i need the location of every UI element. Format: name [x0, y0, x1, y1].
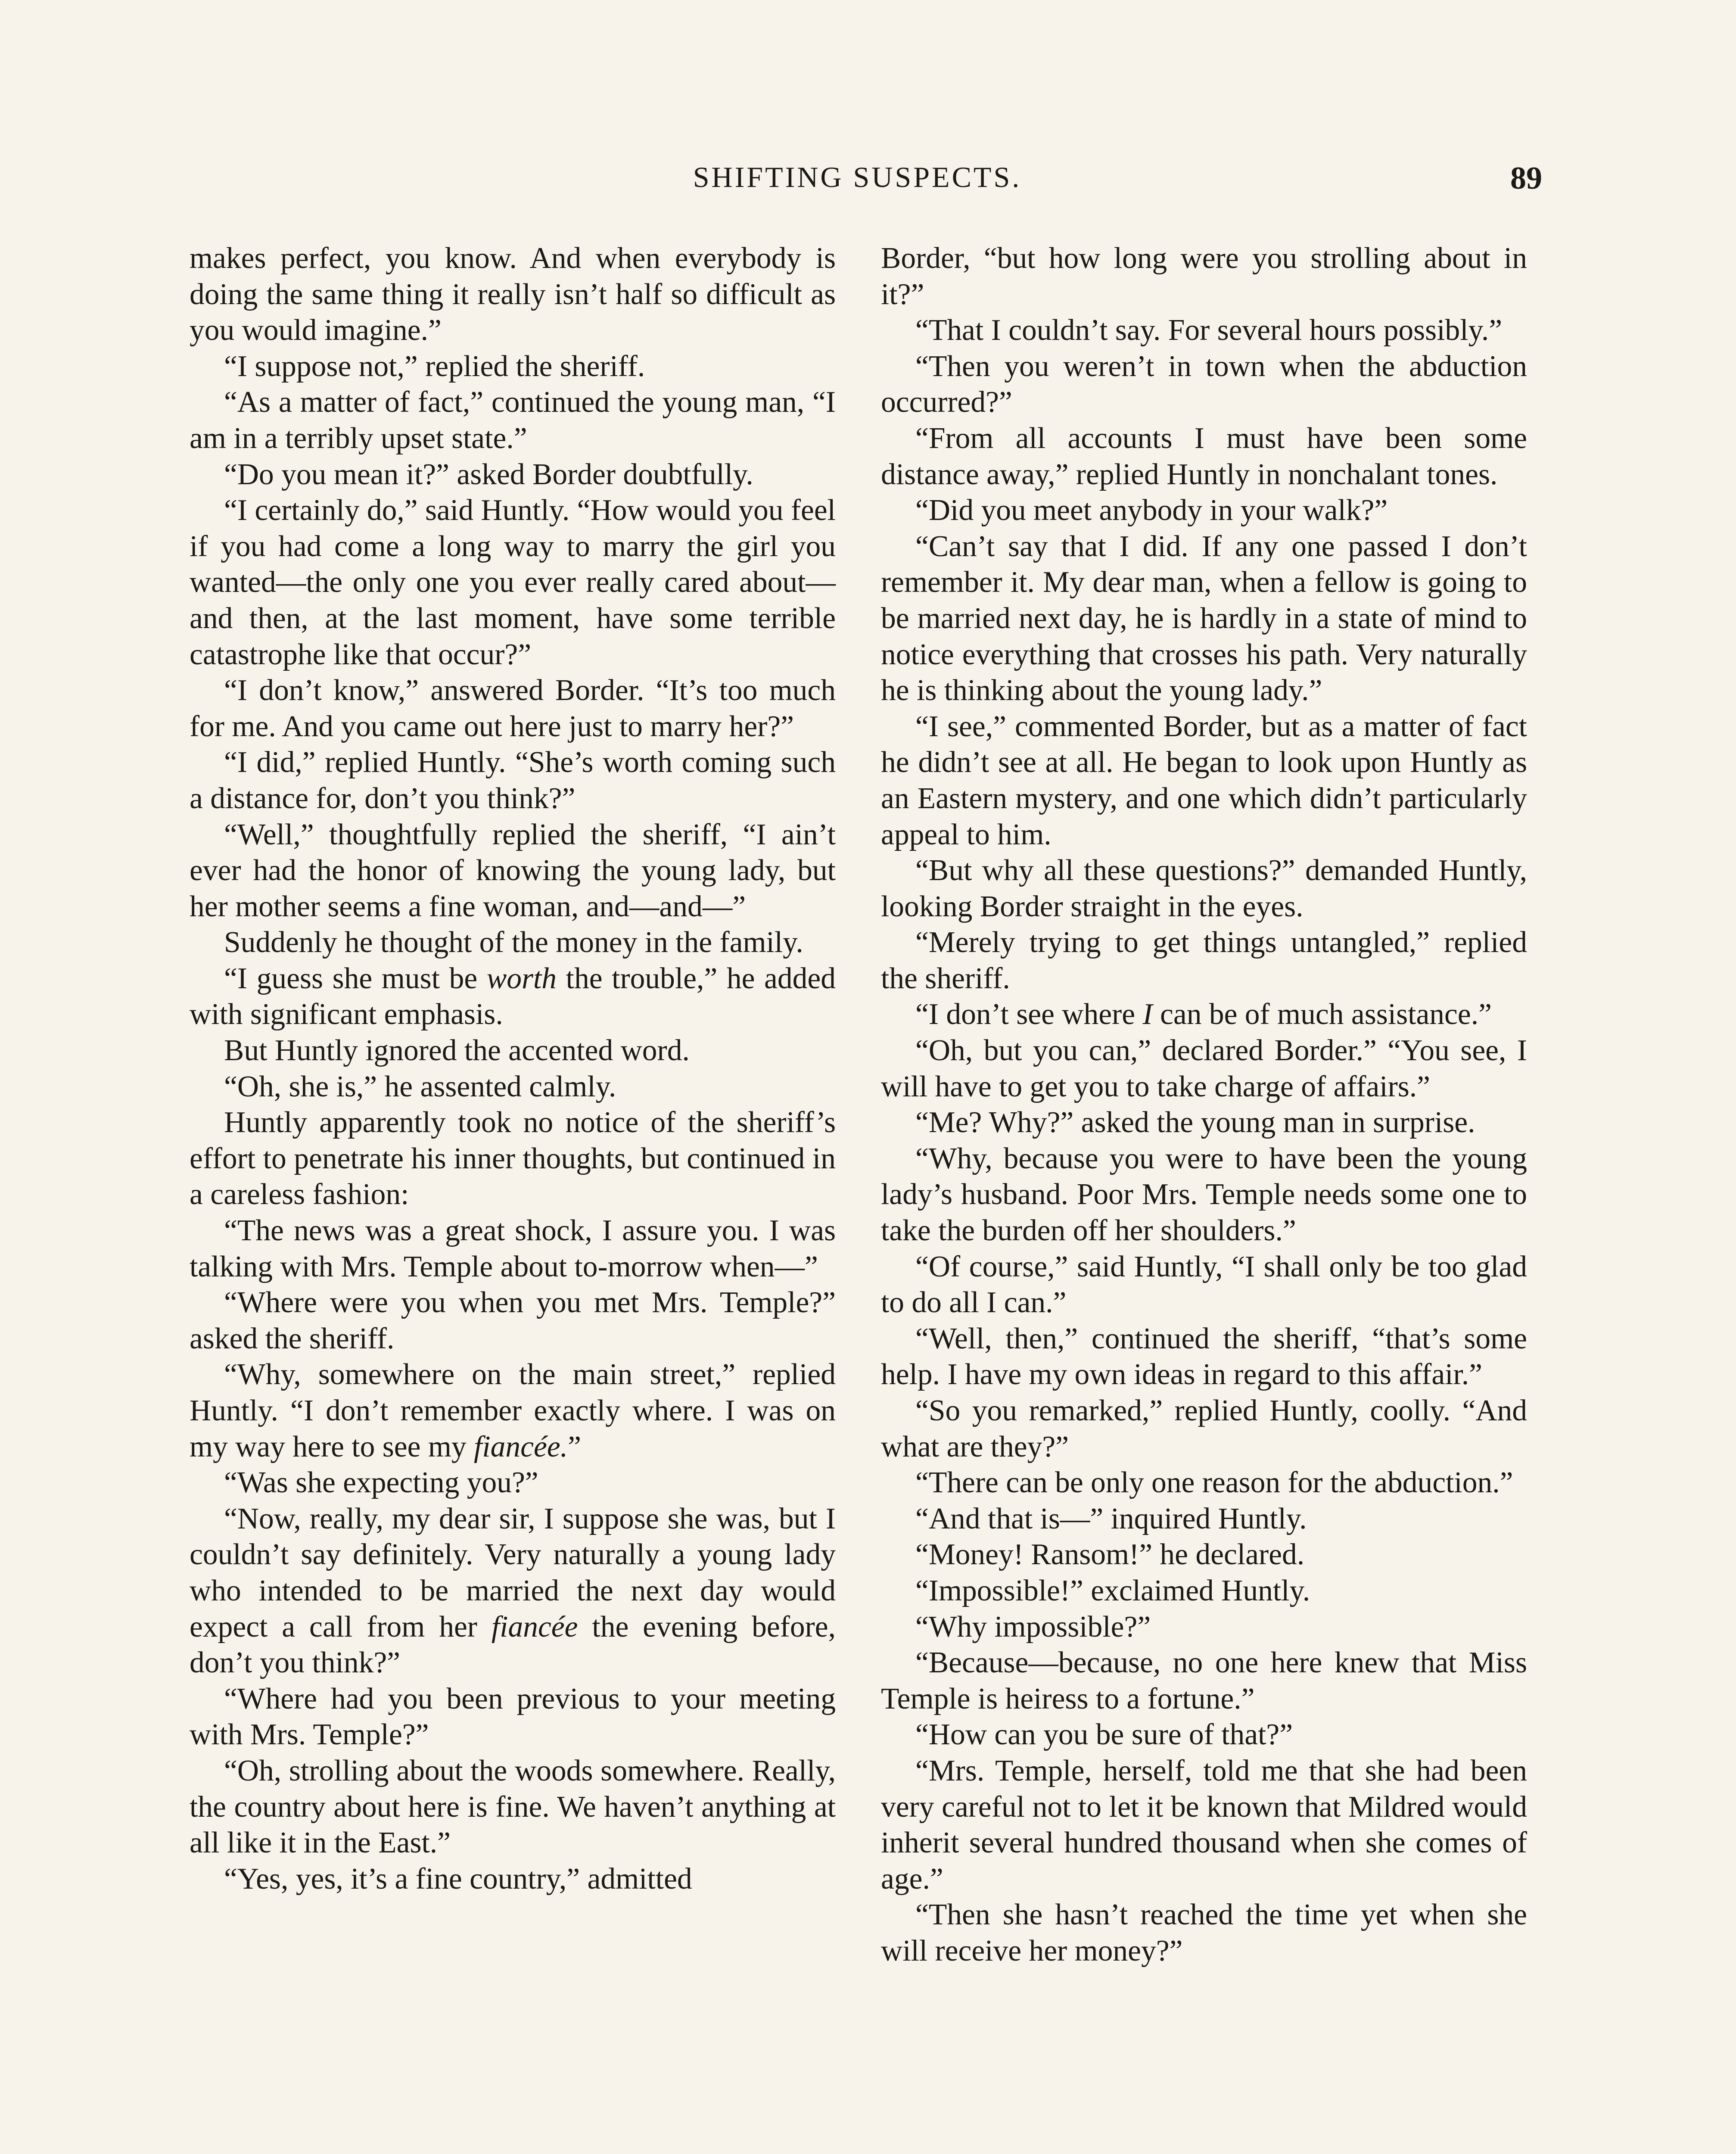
right-paragraph	[881, 924, 1527, 996]
text-span: “Why, because you were to have been the young lady’s husband. Poor Mrs. Temple needs some one to take the burden off her shoulders.”	[881, 1142, 1527, 1248]
text-span: “The news was a great shock, I assure you. I was talking with Mrs. Temple about to-morrow when—”	[190, 1214, 836, 1283]
italic-text-span: I	[1142, 998, 1153, 1031]
right-paragraph	[881, 1393, 1527, 1465]
right-paragraph	[881, 312, 1527, 349]
left-paragraph	[190, 1861, 836, 1897]
text-span: “And that is—” inquired Huntly.	[915, 1502, 1307, 1535]
text-span: “So you remarked,” replied Huntly, coolly. “And what are they?”	[881, 1394, 1527, 1463]
text-span: “Because—because, no one here knew that Miss Temple is heiress to a fortune.”	[881, 1646, 1527, 1715]
text-span: “I don’t know,” answered Border. “It’s too much for me. And you came out here just to marry her?”	[190, 674, 836, 743]
right-paragraph	[881, 492, 1527, 529]
right-paragraph	[881, 1645, 1527, 1717]
text-span: “Do you mean it?” asked Border doubtfully.	[224, 458, 753, 491]
running-head: SHIFTING SUSPECTS.	[693, 161, 1022, 193]
text-span: the trouble,” he added with significant emphasis.	[190, 962, 836, 1031]
left-paragraph	[190, 349, 836, 385]
text-span: “Me? Why?” asked the young man in surprise.	[915, 1106, 1475, 1139]
left-paragraph	[190, 1465, 836, 1501]
right-paragraph	[881, 349, 1527, 420]
left-text-column	[190, 240, 836, 1897]
text-span: Border, “but how long were you strolling about in it?”	[881, 242, 1527, 311]
text-span: can be of much assistance.”	[1152, 998, 1492, 1031]
left-paragraph	[190, 744, 836, 816]
left-paragraph	[190, 672, 836, 744]
left-paragraph	[190, 1753, 836, 1861]
text-span: “Then you weren’t in town when the abduction occurred?”	[881, 349, 1527, 419]
text-span: “Why, somewhere on the main street,” replied Huntly. “I don’t remember exactly where. I was on my way here to see my	[190, 1358, 836, 1463]
text-span: “Oh, but you can,” declared Border.” “You see, I will have to get you to take charge of affairs.”	[881, 1034, 1527, 1103]
left-paragraph	[190, 961, 836, 1033]
right-paragraph	[881, 1753, 1527, 1897]
text-span: “Money! Ransom!” he declared.	[915, 1538, 1305, 1572]
text-span: makes perfect, you know. And when everybody is doing the same thing it really isn’t half so difficult as you would imagine.”	[190, 242, 836, 347]
text-span: “I guess she must be	[224, 962, 487, 995]
text-span: ”	[568, 1430, 581, 1463]
left-paragraph	[190, 1105, 836, 1213]
text-span: Suddenly he thought of the money in the family.	[224, 926, 803, 959]
right-paragraph	[881, 1249, 1527, 1321]
text-span: “Was she expecting you?”	[224, 1466, 538, 1500]
italic-text-span: fiancée.	[474, 1430, 568, 1463]
right-paragraph	[881, 1105, 1527, 1141]
left-paragraph	[190, 1357, 836, 1465]
right-paragraph	[881, 529, 1527, 709]
page-header	[172, 160, 1542, 208]
text-span: “Why impossible?”	[915, 1610, 1151, 1644]
right-paragraph	[881, 1897, 1527, 1969]
text-span: “Oh, strolling about the woods somewhere. Really, the country about here is fine. We haven’t anything at all like it in the East.”	[190, 1754, 836, 1860]
right-paragraph	[881, 853, 1527, 924]
text-span: “I don’t see where	[915, 998, 1143, 1031]
text-span: “Of course,” said Huntly, “I shall only be too glad to do all I can.”	[881, 1250, 1527, 1320]
text-span: “That I couldn’t say. For several hours possibly.”	[915, 314, 1503, 347]
left-paragraph	[190, 1681, 836, 1753]
text-span: “But why all these questions?” demanded Huntly, looking Border straight in the eyes.	[881, 854, 1527, 923]
right-paragraph	[881, 1465, 1527, 1501]
text-span: “Where had you been previous to your meeting with Mrs. Temple?”	[190, 1682, 836, 1752]
right-text-column	[881, 240, 1527, 1969]
text-span: “Then she hasn’t reached the time yet when she will receive her money?”	[881, 1898, 1527, 1967]
text-span: “I certainly do,” said Huntly. “How would you feel if you had come a long way to marry the girl you wanted—the only one you ever really cared about—and then, at the last moment, have some terrible catastrophe like that occur?”	[190, 494, 836, 671]
text-span: “From all accounts I must have been some distance away,” replied Huntly in nonchalant tones.	[881, 421, 1527, 491]
text-span: “Now, really, my dear sir, I suppose she was, but I couldn’t say definitely. Very naturally a young lady who intended to be married the next day would expect a call from her	[190, 1502, 836, 1644]
text-span: the evening before, don’t you think?”	[190, 1610, 836, 1680]
right-paragraph	[881, 1717, 1527, 1753]
left-paragraph	[190, 457, 836, 493]
text-span: “Oh, she is,” he assented calmly.	[224, 1070, 616, 1103]
right-paragraph	[881, 1033, 1527, 1105]
text-span: “Where were you when you met Mrs. Temple?” asked the sheriff.	[190, 1286, 836, 1355]
text-span: “Yes, yes, it’s a fine country,” admitted	[224, 1862, 692, 1896]
left-paragraph	[190, 240, 836, 349]
text-span: “As a matter of fact,” continued the young man, “I am in a terribly upset state.”	[190, 386, 836, 455]
text-span: “Well, then,” continued the sheriff, “that’s some help. I have my own ideas in regard to this affair.”	[881, 1322, 1527, 1391]
text-span: But Huntly ignored the accented word.	[224, 1034, 690, 1068]
right-paragraph	[881, 1501, 1527, 1537]
left-paragraph	[190, 492, 836, 672]
text-span: “Did you meet anybody in your walk?”	[915, 494, 1388, 527]
right-paragraph	[881, 240, 1527, 312]
right-paragraph	[881, 1321, 1527, 1393]
right-paragraph	[881, 709, 1527, 853]
italic-text-span: fiancée	[491, 1610, 578, 1644]
right-paragraph	[881, 420, 1527, 492]
right-paragraph	[881, 1537, 1527, 1573]
left-paragraph	[190, 1033, 836, 1069]
text-span: “Mrs. Temple, herself, told me that she had been very careful not to let it be known that Mildred would inherit several hundred thousand when she comes of age.”	[881, 1754, 1527, 1896]
text-span: “Impossible!” exclaimed Huntly.	[915, 1574, 1310, 1607]
left-paragraph	[190, 1069, 836, 1105]
text-span: “I did,” replied Huntly. “She’s worth coming such a distance for, don’t you think?”	[190, 746, 836, 815]
right-paragraph	[881, 1141, 1527, 1249]
text-span: “Well,” thoughtfully replied the sheriff, “I ain’t ever had the honor of knowing the young lady, but her mother seems a fine woman, and—and—”	[190, 818, 836, 923]
text-span: “Can’t say that I did. If any one passed I don’t remember it. My dear man, when a fellow is going to be married next day, he is hardly in a state of mind to notice everything that crosses his path. Very naturally he is thinking about the young lady.”	[881, 529, 1527, 707]
text-span: “I see,” commented Border, but as a matter of fact he didn’t see at all. He began to look upon Huntly as an Eastern mystery, and one which didn’t particularly appeal to him.	[881, 710, 1527, 851]
text-span: “I suppose not,” replied the sheriff.	[224, 349, 645, 383]
left-paragraph	[190, 1501, 836, 1681]
left-paragraph	[190, 924, 836, 961]
left-paragraph	[190, 384, 836, 456]
text-span: “How can you be sure of that?”	[915, 1718, 1293, 1752]
right-paragraph	[881, 1573, 1527, 1609]
italic-text-span: worth	[486, 962, 557, 995]
text-span: Huntly apparently took no notice of the sheriff’s effort to penetrate his inner thoughts, but continued in a careless fashion:	[190, 1106, 836, 1211]
text-span: “Merely trying to get things untangled,” replied the sheriff.	[881, 926, 1527, 995]
left-paragraph	[190, 1213, 836, 1285]
left-paragraph	[190, 817, 836, 925]
right-paragraph	[881, 1609, 1527, 1645]
text-span: “There can be only one reason for the abduction.”	[915, 1466, 1513, 1500]
left-paragraph	[190, 1285, 836, 1357]
page-number: 89	[1510, 161, 1542, 196]
right-paragraph	[881, 996, 1527, 1033]
